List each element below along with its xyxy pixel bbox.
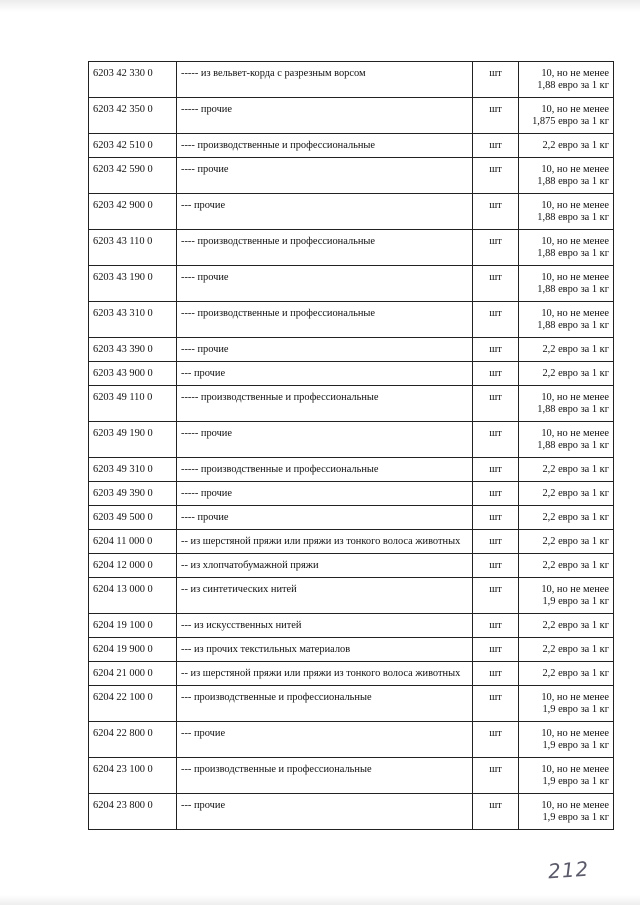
duty-rate-line: 1,88 евро за 1 кг bbox=[537, 440, 609, 451]
hs-code-cell: 6203 43 310 0 bbox=[89, 302, 177, 338]
duty-rate-line: 10, но не менее bbox=[541, 200, 609, 211]
duty-rate-cell bbox=[519, 578, 614, 614]
duty-rate-cell bbox=[519, 482, 614, 506]
description-cell: ---- прочие bbox=[177, 506, 473, 530]
table-row bbox=[89, 722, 614, 758]
duty-rate-cell bbox=[519, 194, 614, 230]
hs-code-cell: 6204 21 000 0 bbox=[89, 662, 177, 686]
duty-rate-line: 1,9 евро за 1 кг bbox=[542, 740, 609, 751]
duty-rate-line: 1,88 евро за 1 кг bbox=[537, 212, 609, 223]
description-cell: --- из прочих текстильных материалов bbox=[177, 638, 473, 662]
duty-rate-cell bbox=[519, 230, 614, 266]
duty-rate-cell bbox=[519, 338, 614, 362]
description-cell: --- производственные и профессиональные bbox=[177, 758, 473, 794]
description-cell: ---- производственные и профессиональные bbox=[177, 302, 473, 338]
hs-code-cell: 6203 42 350 0 bbox=[89, 98, 177, 134]
duty-rate-line: 1,9 евро за 1 кг bbox=[542, 776, 609, 787]
duty-rate-cell bbox=[519, 662, 614, 686]
duty-rate-line: 10, но не менее bbox=[541, 392, 609, 403]
description-cell: ---- производственные и профессиональные bbox=[177, 134, 473, 158]
duty-rate-line: 2,2 евро за 1 кг bbox=[542, 620, 609, 631]
duty-rate-line: 10, но не менее bbox=[541, 68, 609, 79]
hs-code-cell: 6203 49 390 0 bbox=[89, 482, 177, 506]
unit-cell: шт bbox=[473, 686, 519, 722]
description-cell: -- из шерстяной пряжи или пряжи из тонкого волоса животных bbox=[177, 662, 473, 686]
description-cell: ---- прочие bbox=[177, 338, 473, 362]
duty-rate-line: 2,2 евро за 1 кг bbox=[542, 488, 609, 499]
unit-cell: шт bbox=[473, 194, 519, 230]
hs-code-cell: 6203 42 900 0 bbox=[89, 194, 177, 230]
unit-cell: шт bbox=[473, 638, 519, 662]
duty-rate-cell bbox=[519, 614, 614, 638]
duty-rate-line: 1,9 евро за 1 кг bbox=[542, 596, 609, 607]
unit-cell: шт bbox=[473, 98, 519, 134]
duty-rate-cell bbox=[519, 266, 614, 302]
table-row bbox=[89, 662, 614, 686]
table-row bbox=[89, 386, 614, 422]
duty-rate-line: 1,88 евро за 1 кг bbox=[537, 80, 609, 91]
duty-rate-cell bbox=[519, 362, 614, 386]
hs-code-cell: 6203 43 110 0 bbox=[89, 230, 177, 266]
unit-cell: шт bbox=[473, 338, 519, 362]
duty-rate-line: 2,2 евро за 1 кг bbox=[542, 536, 609, 547]
hs-code-cell: 6203 42 330 0 bbox=[89, 62, 177, 98]
table-row bbox=[89, 98, 614, 134]
description-cell: ----- производственные и профессиональные bbox=[177, 386, 473, 422]
duty-rate-line: 1,88 евро за 1 кг bbox=[537, 320, 609, 331]
unit-cell: шт bbox=[473, 614, 519, 638]
hs-code-cell: 6204 19 900 0 bbox=[89, 638, 177, 662]
duty-rate-line: 10, но не менее bbox=[541, 728, 609, 739]
duty-rate-cell bbox=[519, 554, 614, 578]
hs-code-cell: 6203 49 110 0 bbox=[89, 386, 177, 422]
duty-rate-line: 2,2 евро за 1 кг bbox=[542, 560, 609, 571]
duty-rate-line: 10, но не менее bbox=[541, 164, 609, 175]
duty-rate-line: 10, но не менее bbox=[541, 236, 609, 247]
table-row bbox=[89, 482, 614, 506]
description-cell: --- прочие bbox=[177, 794, 473, 830]
table-row bbox=[89, 338, 614, 362]
duty-rate-line: 2,2 евро за 1 кг bbox=[542, 464, 609, 475]
description-cell: ---- прочие bbox=[177, 266, 473, 302]
description-cell: ---- прочие bbox=[177, 158, 473, 194]
table-row bbox=[89, 794, 614, 830]
hs-code-cell: 6204 12 000 0 bbox=[89, 554, 177, 578]
unit-cell: шт bbox=[473, 134, 519, 158]
description-cell: --- прочие bbox=[177, 722, 473, 758]
table-row bbox=[89, 62, 614, 98]
duty-rate-line: 2,2 евро за 1 кг bbox=[542, 344, 609, 355]
duty-rate-line: 10, но не менее bbox=[541, 308, 609, 319]
duty-rate-line: 1,88 евро за 1 кг bbox=[537, 284, 609, 295]
table-row bbox=[89, 758, 614, 794]
duty-rate-cell bbox=[519, 134, 614, 158]
duty-rate-cell bbox=[519, 794, 614, 830]
unit-cell: шт bbox=[473, 530, 519, 554]
table-row bbox=[89, 302, 614, 338]
table-row bbox=[89, 422, 614, 458]
table-row bbox=[89, 506, 614, 530]
hs-code-cell: 6204 22 100 0 bbox=[89, 686, 177, 722]
hs-code-cell: 6203 43 390 0 bbox=[89, 338, 177, 362]
duty-rate-cell bbox=[519, 638, 614, 662]
unit-cell: шт bbox=[473, 362, 519, 386]
unit-cell: шт bbox=[473, 662, 519, 686]
duty-rate-cell bbox=[519, 422, 614, 458]
table-row bbox=[89, 638, 614, 662]
unit-cell: шт bbox=[473, 386, 519, 422]
unit-cell: шт bbox=[473, 794, 519, 830]
unit-cell: шт bbox=[473, 458, 519, 482]
duty-rate-line: 10, но не менее bbox=[541, 692, 609, 703]
description-cell: --- прочие bbox=[177, 194, 473, 230]
tariff-table-body bbox=[89, 62, 614, 830]
duty-rate-cell bbox=[519, 758, 614, 794]
duty-rate-cell bbox=[519, 386, 614, 422]
duty-rate-line: 1,875 евро за 1 кг bbox=[532, 116, 609, 127]
scan-shadow-bottom bbox=[0, 895, 640, 905]
duty-rate-cell bbox=[519, 98, 614, 134]
duty-rate-line: 1,88 евро за 1 кг bbox=[537, 248, 609, 259]
duty-rate-cell bbox=[519, 158, 614, 194]
hs-code-cell: 6204 22 800 0 bbox=[89, 722, 177, 758]
unit-cell: шт bbox=[473, 158, 519, 194]
unit-cell: шт bbox=[473, 230, 519, 266]
hs-code-cell: 6203 49 310 0 bbox=[89, 458, 177, 482]
description-cell: -- из хлопчатобумажной пряжи bbox=[177, 554, 473, 578]
duty-rate-line: 2,2 евро за 1 кг bbox=[542, 140, 609, 151]
table-row bbox=[89, 614, 614, 638]
hs-code-cell: 6203 49 500 0 bbox=[89, 506, 177, 530]
hs-code-cell: 6204 11 000 0 bbox=[89, 530, 177, 554]
unit-cell: шт bbox=[473, 554, 519, 578]
duty-rate-line: 10, но не менее bbox=[541, 104, 609, 115]
unit-cell: шт bbox=[473, 302, 519, 338]
hs-code-cell: 6203 43 900 0 bbox=[89, 362, 177, 386]
duty-rate-line: 1,88 евро за 1 кг bbox=[537, 176, 609, 187]
unit-cell: шт bbox=[473, 266, 519, 302]
description-cell: ----- из вельвет-корда с разрезным ворсом bbox=[177, 62, 473, 98]
table-row bbox=[89, 686, 614, 722]
duty-rate-line: 10, но не менее bbox=[541, 800, 609, 811]
unit-cell: шт bbox=[473, 482, 519, 506]
duty-rate-line: 2,2 евро за 1 кг bbox=[542, 668, 609, 679]
tariff-table bbox=[88, 61, 614, 830]
description-cell: ----- прочие bbox=[177, 482, 473, 506]
duty-rate-cell bbox=[519, 302, 614, 338]
hs-code-cell: 6204 23 100 0 bbox=[89, 758, 177, 794]
table-row bbox=[89, 530, 614, 554]
description-cell: -- из шерстяной пряжи или пряжи из тонкого волоса животных bbox=[177, 530, 473, 554]
table-row bbox=[89, 266, 614, 302]
duty-rate-line: 1,9 евро за 1 кг bbox=[542, 704, 609, 715]
duty-rate-line: 2,2 евро за 1 кг bbox=[542, 512, 609, 523]
description-cell: --- производственные и профессиональные bbox=[177, 686, 473, 722]
unit-cell: шт bbox=[473, 578, 519, 614]
duty-rate-line: 2,2 евро за 1 кг bbox=[542, 368, 609, 379]
unit-cell: шт bbox=[473, 758, 519, 794]
duty-rate-cell bbox=[519, 506, 614, 530]
handwritten-page-number: 212 bbox=[547, 856, 590, 884]
description-cell: ---- производственные и профессиональные bbox=[177, 230, 473, 266]
table-row bbox=[89, 458, 614, 482]
duty-rate-line: 10, но не менее bbox=[541, 428, 609, 439]
table-row bbox=[89, 230, 614, 266]
table-row bbox=[89, 554, 614, 578]
scan-shadow-top bbox=[0, 0, 640, 12]
table-row bbox=[89, 134, 614, 158]
duty-rate-cell bbox=[519, 722, 614, 758]
hs-code-cell: 6203 42 510 0 bbox=[89, 134, 177, 158]
description-cell: ----- прочие bbox=[177, 98, 473, 134]
description-cell: --- прочие bbox=[177, 362, 473, 386]
unit-cell: шт bbox=[473, 62, 519, 98]
unit-cell: шт bbox=[473, 506, 519, 530]
unit-cell: шт bbox=[473, 422, 519, 458]
duty-rate-cell bbox=[519, 686, 614, 722]
table-row bbox=[89, 158, 614, 194]
hs-code-cell: 6204 23 800 0 bbox=[89, 794, 177, 830]
duty-rate-line: 2,2 евро за 1 кг bbox=[542, 644, 609, 655]
hs-code-cell: 6204 13 000 0 bbox=[89, 578, 177, 614]
duty-rate-cell bbox=[519, 62, 614, 98]
hs-code-cell: 6203 43 190 0 bbox=[89, 266, 177, 302]
table-row bbox=[89, 362, 614, 386]
description-cell: -- из синтетических нитей bbox=[177, 578, 473, 614]
hs-code-cell: 6203 49 190 0 bbox=[89, 422, 177, 458]
table-row bbox=[89, 194, 614, 230]
duty-rate-line: 10, но не менее bbox=[541, 272, 609, 283]
duty-rate-cell bbox=[519, 530, 614, 554]
description-cell: ----- производственные и профессиональные bbox=[177, 458, 473, 482]
unit-cell: шт bbox=[473, 722, 519, 758]
hs-code-cell: 6204 19 100 0 bbox=[89, 614, 177, 638]
duty-rate-cell bbox=[519, 458, 614, 482]
hs-code-cell: 6203 42 590 0 bbox=[89, 158, 177, 194]
duty-rate-line: 1,88 евро за 1 кг bbox=[537, 404, 609, 415]
duty-rate-line: 10, но не менее bbox=[541, 584, 609, 595]
description-cell: ----- прочие bbox=[177, 422, 473, 458]
description-cell: --- из искусственных нитей bbox=[177, 614, 473, 638]
duty-rate-line: 1,9 евро за 1 кг bbox=[542, 812, 609, 823]
duty-rate-line: 10, но не менее bbox=[541, 764, 609, 775]
table-row bbox=[89, 578, 614, 614]
